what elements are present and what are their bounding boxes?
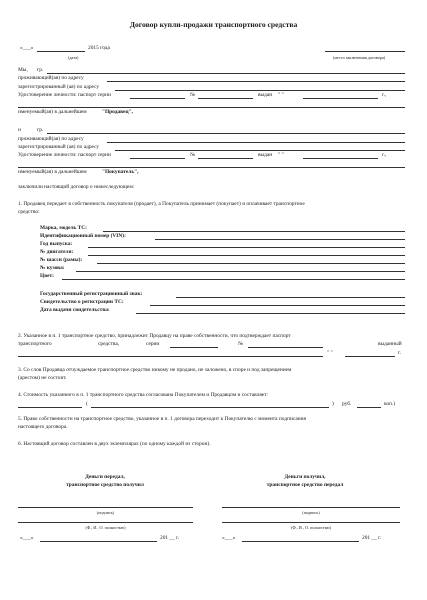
clause3-line1: 3. Со слов Продавца отчуждаемое транспортное средство никому не продано, не заложено, в споре и под запрещением bbox=[18, 367, 292, 373]
right-name-line bbox=[222, 522, 400, 523]
clause4-open-paren: ( bbox=[86, 401, 88, 407]
clause2-date-quotes: " " bbox=[327, 350, 333, 356]
left-sign-caption: (подпись) bbox=[96, 510, 115, 515]
right-date-open: «___» bbox=[222, 535, 236, 541]
reg-field-cert-date: Дата выдачи свидетельства: bbox=[40, 307, 110, 313]
buyer-date-line bbox=[303, 158, 378, 159]
clause2-word-transport: транспортного bbox=[18, 341, 52, 347]
seller-issuer-line bbox=[18, 107, 405, 108]
left-date-year: 201 __ г. bbox=[160, 535, 180, 541]
clause4-rub: руб. bbox=[342, 401, 352, 407]
buyer-residing: проживающий(ая) по адресу bbox=[18, 136, 84, 142]
reg-field-plate: Государственный регистрационный знак: bbox=[40, 291, 143, 297]
buyer-date-quotes: " " bbox=[278, 152, 284, 158]
right-date-line bbox=[242, 541, 359, 542]
clause4-amount-line bbox=[18, 407, 82, 408]
seller-residing-line bbox=[107, 81, 405, 82]
seller-number: № bbox=[190, 92, 196, 98]
clause4-close-paren: ) bbox=[332, 401, 334, 407]
clause4-kop: коп.) bbox=[384, 401, 396, 407]
clause2-year-abbr: г. bbox=[398, 350, 401, 356]
vehicle-field-make-line bbox=[103, 231, 405, 232]
seller-residing: проживающий(ая) по адресу bbox=[18, 75, 84, 81]
vehicle-field-chassis-line bbox=[97, 263, 405, 264]
buyer-number: № bbox=[190, 152, 196, 158]
left-sign-line bbox=[18, 507, 193, 508]
seller-year-abbr: г., bbox=[382, 92, 387, 98]
seller-registered: зарегистрированный (ая) по адресу bbox=[18, 84, 100, 90]
vehicle-field-color-line bbox=[62, 279, 405, 280]
right-date-year: 201 __ г. bbox=[362, 535, 382, 541]
buyer-number-line bbox=[198, 158, 253, 159]
document-title: Договор купли-продажи транспортного средства bbox=[129, 20, 298, 29]
vehicle-field-engine: № двигателя: bbox=[40, 249, 74, 255]
buyer-and: и bbox=[18, 127, 21, 133]
buyer-year-abbr: г., bbox=[382, 152, 387, 158]
seller-date-line bbox=[303, 98, 378, 99]
right-name-caption: (Ф., И., О. полностью) bbox=[290, 525, 332, 530]
left-name-line bbox=[18, 522, 193, 523]
clause4-words-line bbox=[91, 407, 329, 408]
clause2-number-line bbox=[248, 347, 323, 348]
buyer-id-doc: Удостоверение личности: паспорт серии bbox=[18, 152, 111, 158]
vehicle-field-make: Марка, модель ТС: bbox=[40, 225, 87, 231]
reg-field-certificate: Свидетельство о регистрации ТС: bbox=[40, 299, 124, 305]
header-date-line bbox=[37, 51, 85, 52]
header-date-open: «___» bbox=[20, 45, 34, 51]
clause6-text: 6. Настоящий договор составлен в двух экземплярах (по одному каждой из сторон). bbox=[18, 441, 211, 447]
buyer-registered-line bbox=[115, 150, 405, 151]
left-date-open: «___» bbox=[20, 535, 34, 541]
clause1-line1: 1. Продавец передает в собственность покупателя (продает), а Покупатель принимает (покупает) и оплачивает транспортное bbox=[18, 201, 305, 207]
clause1-line2: средство: bbox=[18, 209, 40, 215]
clause2-word-series: серии bbox=[146, 341, 160, 347]
vehicle-field-vin: Идентификационный номер (VIN): bbox=[40, 233, 126, 239]
vehicle-field-year-line bbox=[88, 247, 405, 248]
vehicle-field-year: Год выпуска: bbox=[40, 241, 73, 247]
seller-citizen: гр. bbox=[37, 67, 44, 73]
vehicle-field-vin-line bbox=[155, 239, 405, 240]
right-sign-caption: (подпись) bbox=[302, 510, 320, 515]
clause2-issued: выданный bbox=[378, 341, 402, 347]
clause5-line1: 5. Право собственности на транспортное средство, указанное в п. 1 договора переходит к Покупателю с момента подписания bbox=[18, 416, 306, 422]
seller-series-line bbox=[130, 98, 185, 99]
clause3-line2: (арестом) не состоит. bbox=[18, 375, 67, 381]
seller-issued: выдан bbox=[258, 92, 273, 98]
buyer-role: "Покупатель", bbox=[102, 169, 139, 175]
seller-id-doc: Удостоверение личности: паспорт серии bbox=[18, 92, 111, 98]
clause4-kop-line bbox=[357, 407, 381, 408]
vehicle-field-color: Цвет: bbox=[40, 273, 54, 279]
reg-field-cert-date-line bbox=[136, 313, 405, 314]
clause2-date-line bbox=[345, 356, 395, 357]
reg-field-certificate-line bbox=[150, 305, 405, 306]
buyer-series-line bbox=[130, 158, 185, 159]
right-signature-title1: Деньги получил, bbox=[284, 474, 326, 480]
reg-field-plate-line bbox=[176, 297, 405, 298]
seller-we: Мы, bbox=[18, 67, 28, 73]
left-signature-title1: Деньги передал, bbox=[85, 474, 125, 480]
vehicle-field-body-line bbox=[76, 271, 405, 272]
header-place-caption: (место заключения договора) bbox=[333, 55, 386, 60]
header-date-caption: (дата) bbox=[68, 55, 79, 60]
buyer-issuer-line bbox=[18, 167, 405, 168]
seller-date-quotes: " " bbox=[278, 92, 284, 98]
seller-name-line bbox=[47, 73, 405, 74]
intro-text: заключили настоящий договор о нижеследующем: bbox=[18, 184, 135, 190]
clause2-issuer-line bbox=[18, 356, 323, 357]
clause2-number: № bbox=[238, 341, 244, 347]
buyer-name-line bbox=[47, 133, 405, 134]
buyer-citizen: гр. bbox=[37, 127, 44, 133]
buyer-named: именуемый(ая) в дальнейшем bbox=[18, 169, 87, 175]
left-date-line bbox=[40, 541, 157, 542]
vehicle-field-body: № кузова: bbox=[40, 265, 65, 271]
clause2-series-line bbox=[170, 347, 218, 348]
left-name-caption: (Ф., И., О. полностью) bbox=[85, 525, 126, 530]
vehicle-field-chassis: № шасси (рамы): bbox=[40, 257, 83, 263]
buyer-issued: выдан bbox=[258, 152, 273, 158]
clause2-word-vehicle: средства, bbox=[98, 341, 120, 347]
clause5-line2: настоящего договора. bbox=[18, 424, 68, 430]
header-year: 2015 года bbox=[88, 45, 110, 51]
header-place-line bbox=[325, 51, 405, 52]
buyer-residing-line bbox=[107, 142, 405, 143]
vehicle-field-engine-line bbox=[88, 255, 405, 256]
seller-role: "Продавец", bbox=[102, 109, 133, 115]
seller-registered-line bbox=[115, 90, 405, 91]
left-signature-title2: транспортное средство получил bbox=[66, 482, 144, 488]
clause2-line1: 2. Указанное в п. 1 транспортное средство, принадлежит Продавцу на праве собственности, что подтверждает паспорт bbox=[18, 333, 291, 339]
seller-number-line bbox=[198, 98, 253, 99]
buyer-registered: зарегистрированный (ая) по адресу bbox=[18, 144, 100, 150]
right-signature-title2: транспортное средство передал bbox=[266, 482, 344, 488]
seller-named: именуемый(ая) в дальнейшем bbox=[18, 109, 87, 115]
right-sign-line bbox=[222, 507, 400, 508]
clause4-line1: 4. Стоимость указанного в п. 1 транспортного средства согласована Покупателем и Продавцом и составляет: bbox=[18, 392, 269, 398]
